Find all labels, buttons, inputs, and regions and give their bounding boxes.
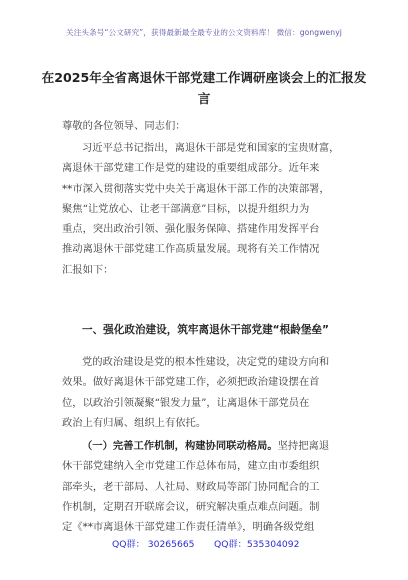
footer-qq-group-2: QQ群：535304092 xyxy=(214,539,300,550)
section-1-heading: 一、强化政治建设，筑牢离退休干部党建“根龄堡垒” xyxy=(82,324,329,336)
subsection-1-text: 坚持把离退 xyxy=(277,440,330,452)
intro-line: **市深入贯彻落实党中央关于离退休干部工作的决策部署， xyxy=(62,182,330,195)
intro-line: 推动离退休干部党建工作高质量发展。现将有关工作情况 xyxy=(62,243,320,256)
intro-line: 聚焦“让党放心、让老干部满意”目标，以提升组织力为 xyxy=(62,202,310,215)
section-1-line: 效果。做好离退休干部党建工作，必须把政治建设摆在首 xyxy=(62,376,320,389)
subsection-1-heading: （一）完善工作机制，构建协同联动格局。 xyxy=(82,440,278,452)
subsection-1-paragraph xyxy=(62,436,352,537)
top-banner: 关注头条号“公文研究”，获得最新最全最专业的公文资料库！ 微信：gongwenyj xyxy=(66,28,342,37)
section-1-line: 政治上有归属、组织上有依托。 xyxy=(62,416,207,429)
section-1-paragraph xyxy=(62,352,352,433)
subsection-1-first-line xyxy=(62,436,352,456)
section-1-line: 党的政治建设是党的根本性建设，决定党的建设方向和 xyxy=(82,356,330,368)
intro-line: 离退休干部党建工作是党的建设的重要组成部分。近年来 xyxy=(62,162,320,175)
subsection-1-line: 部牵头，老干部局、人社局、财政局等部门协同配合的工 xyxy=(62,480,320,493)
subsection-1-line: 定《**市离退休干部党建工作责任清单》，明确各级党组 xyxy=(62,521,315,534)
intro-line: 汇报如下： xyxy=(62,263,114,276)
subsection-1-line: 休干部党建纳入全市党建工作总体布局，建立由市委组织 xyxy=(62,460,320,473)
subsection-1-line: 作机制，定期召开联席会议，研究解决重点难点问题。制 xyxy=(62,500,320,513)
section-1-line: 位，以政治引领凝聚“银发力量”，让离退休干部党员在 xyxy=(62,396,310,409)
intro-line: 重点，突出政治引领、强化服务保障、搭建作用发挥平台 xyxy=(62,223,320,236)
greeting: 尊敬的各位领导、同志们： xyxy=(62,120,186,132)
intro-paragraph xyxy=(62,138,352,280)
document-title-line-2: 言 xyxy=(197,91,211,106)
footer-qq-group-1: QQ群： 30265665 xyxy=(112,539,195,550)
intro-line: 习近平总书记指出，离退休干部是党和国家的宝贵财富， xyxy=(82,142,340,154)
document-title-line-1: 在2025年全省离退休干部党建工作调研座谈会上的汇报发 xyxy=(41,70,367,85)
